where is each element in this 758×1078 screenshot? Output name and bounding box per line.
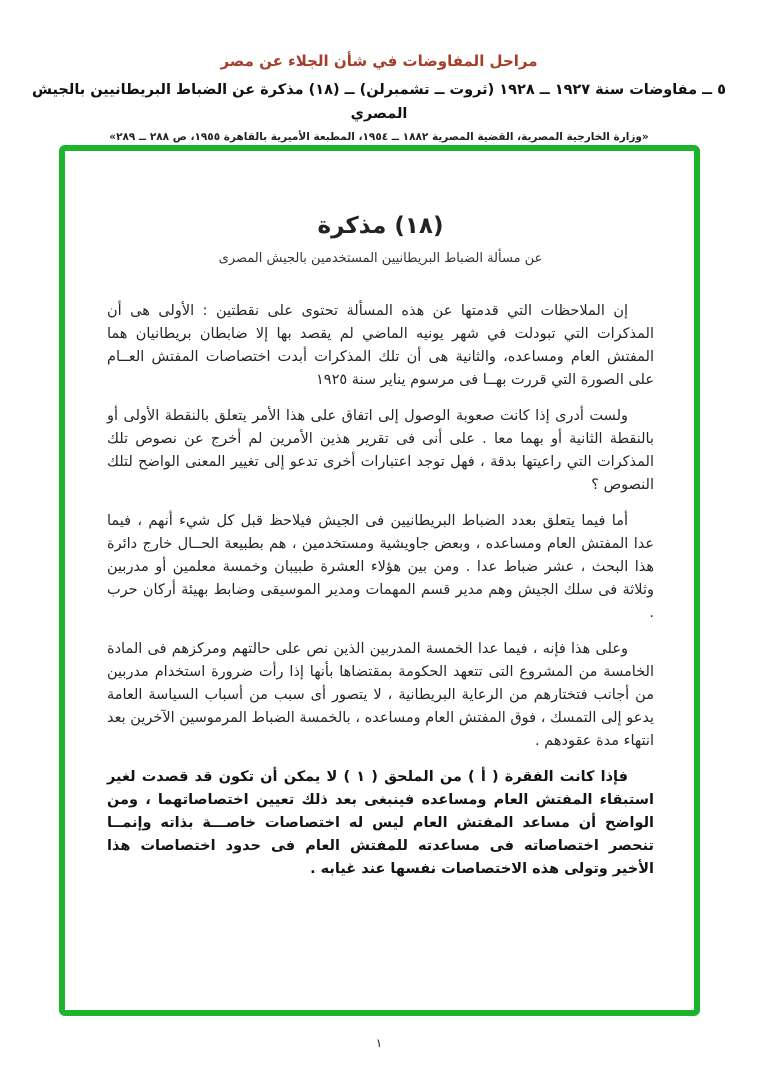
scanned-document-frame <box>59 145 700 1016</box>
source-citation: «وزارة الخارجية المصرية، القضية المصرية ١٨٨٢ ــ ١٩٥٤، المطبعة الأميرية بالقاهرة ١٩٥٥، ص ٢٨٨ ــ ٢٨٩» <box>109 131 649 143</box>
page-header <box>30 50 728 145</box>
memo-subtitle: عن مسألة الضباط البريطانيين المستخدمين بالجيش المصرى <box>218 251 543 266</box>
memo-title: (١٨) مذكرة <box>317 213 444 239</box>
chapter-subtitle: ٥ ــ مفاوضات سنة ١٩٢٧ ــ ١٩٢٨ (ثروت ــ تشمبرلن) ــ (١٨) مذكرة عن الضباط البريطانيين بالجيش المصري <box>32 82 726 122</box>
book-title: مراحل المفاوضات في شأن الجلاء عن مصر <box>220 52 538 70</box>
memo-paragraph: وعلى هذا فإنه ، فيما عدا الخمسة المدربين الذين نص على حالتهم ومركزهم فى المادة الخامسة من المشروع التى تتعهد الحكومة بمقتضاها بأنها إذا رأت ضرورة استخدام مدربين من أجانب فتختارهم من الرعاية البريطانية ، لا يتصور أى سبب من أسباب السياسة العامة يدعو إلى التمسك ، فوق المفتش العام ومساعده ، بالخمسة الضباط المرموسين الآخرين بعد انتهاء مدة عقودهم . <box>107 641 654 749</box>
memo-paragraph: إن الملاحظات التي قدمتها عن هذه المسألة تحتوى على نقطتين : الأولى هى أن المذكرات التي تبودلت في شهر يونيه الماضي لم يقصد بها إلا ضابطان بريطانيان هما المفتش العام ومساعده، والثانية هى أن تلك المذكرات أبدت اختصاصات المفتش العــام على الصورة التي قررت بهــا فى مرسوم يناير سنة ١٩٢٥ <box>107 303 654 388</box>
memo-paragraph: ولست أدرى إذا كانت صعوبة الوصول إلى اتفاق على هذا الأمر يتعلق بالنقطة الأولى أو بالنقطة الثانية أو بهما معا . على أنى فى تقرير هذين الأمرين لم أخرج عن نصوص تلك المذكرات التي راعيتها بدقة ، فهل توجد اعتبارات أخرى تدعو إلى تغيير المعنى الواضح لتلك النصوص ؟ <box>107 408 654 493</box>
memo-body <box>107 300 654 881</box>
page-number: ١ <box>375 1036 383 1050</box>
scanned-document <box>65 151 694 1010</box>
memo-paragraph: أما فيما يتعلق بعدد الضباط البريطانيين فى الجيش فيلاحظ قبل كل شيء أنهم ، فيما عدا المفتش العام ومساعده ، وبعض جاويشية ومستخدمين ، هم بطبيعة الحــال خارج دائرة هذا البحث ، عشر ضباط عدا . ومن بين هؤلاء العشرة طبيبان وخمسة معلمين أو مدربين وثلاثة فى سلك الجيش وهم مدير قسم المهمات ومدير الموسيقى وضابط بهيئة أركان حرب . <box>107 513 654 621</box>
memo-paragraph: فإذا كانت الفقرة ( أ ) من الملحق ( ١ ) لا يمكن أن تكون قد قصدت لغير استبقاء المفتش العام ومساعده فينبغى بعد ذلك تعيين اختصاصاتهما ، ومن الواضح أن مساعد المفتش العام ليس له اختصاصات خاصـــة بذاته وإنمــا تنحصر اختصاصاته فى مساعدته للمفتش العام فى حدود اختصاصات هذا الأخير وتولى هذه الاختصاصات نفسها عند غيابه . <box>107 769 654 877</box>
